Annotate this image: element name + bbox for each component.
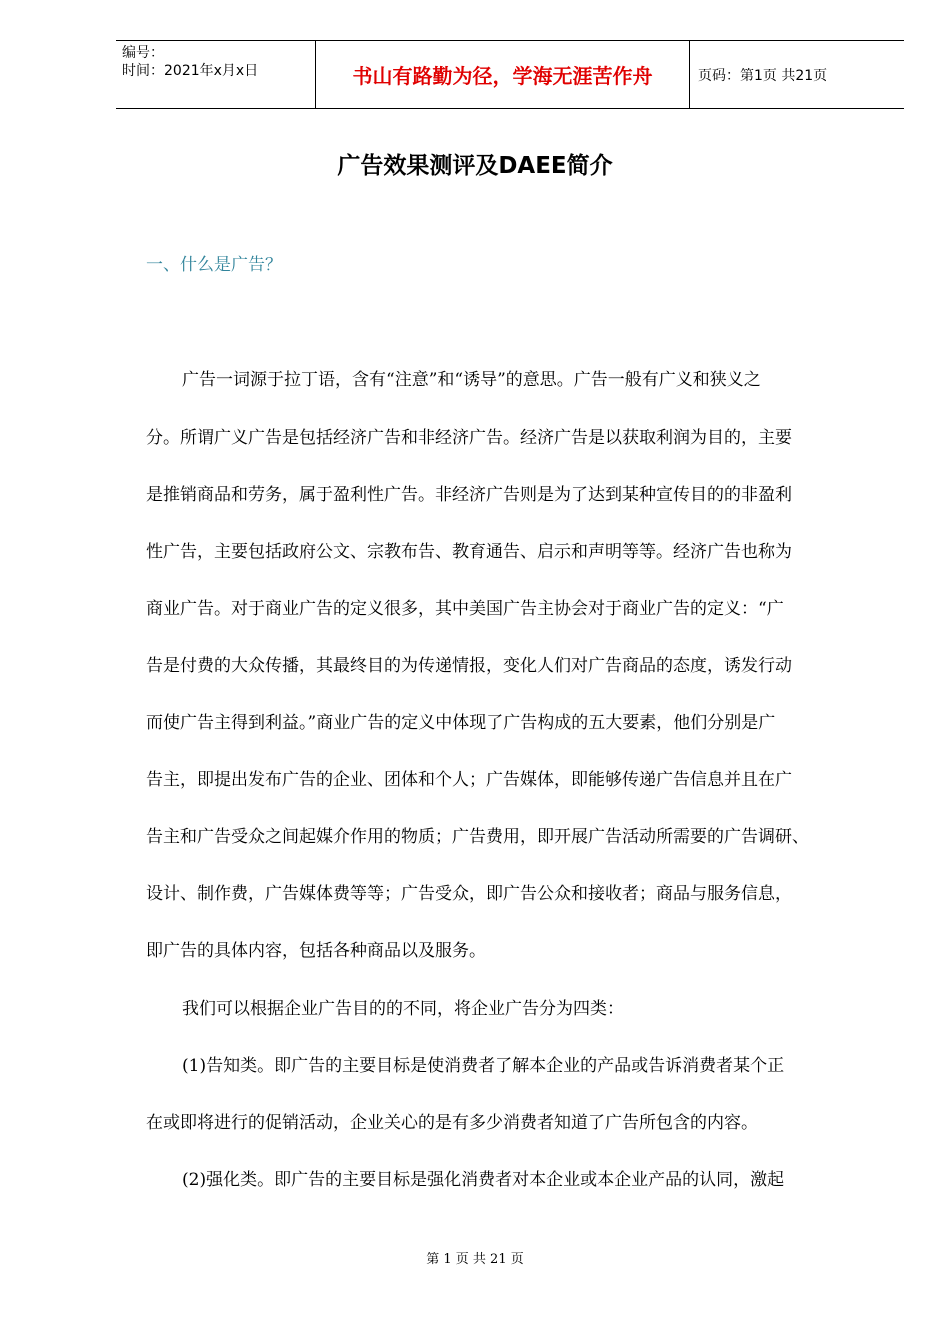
body-line: 告主，即提出发布广告的企业、团体和个人；广告媒体，即能够传递广告信息并且在广 xyxy=(146,770,792,790)
body-line: 而使广告主得到利益。”商业广告的定义中体现了广告构成的五大要素，他们分别是广 xyxy=(146,713,776,733)
body-line: 性广告，主要包括政府公文、宗教布告、教育通告、启示和声明等等。经济广告也称为 xyxy=(146,542,792,562)
header-motto: 书山有路勤为径，学海无涯苦作舟 xyxy=(316,41,690,108)
body-line: 告主和广告受众之间起媒介作用的物质；广告费用，即开展广告活动所需要的广告调研、 xyxy=(146,827,809,847)
header-meta xyxy=(116,41,316,108)
page-header xyxy=(116,40,904,109)
document-title: 广告效果测评及DAEE简介 xyxy=(337,153,613,179)
body-line: (2)强化类。即广告的主要目标是强化消费者对本企业或本企业产品的认同，激起 xyxy=(182,1170,785,1190)
body-line: 商业广告。对于商业广告的定义很多，其中美国广告主协会对于商业广告的定义：“广 xyxy=(146,599,784,619)
serial-label: 编号： xyxy=(122,45,164,61)
time-label: 时间：2021年x月x日 xyxy=(122,63,259,79)
body-line: 分。所谓广义广告是包括经济广告和非经济广告。经济广告是以获取利润为目的，主要 xyxy=(146,428,792,448)
page-footer: 第 1 页 共 21 页 xyxy=(426,1252,524,1267)
body-line: 即广告的具体内容，包括各种商品以及服务。 xyxy=(146,941,486,961)
section-heading: 一、什么是广告？ xyxy=(146,255,282,275)
body-line: 在或即将进行的促销活动，企业关心的是有多少消费者知道了广告所包含的内容。 xyxy=(146,1113,758,1133)
body-line: 我们可以根据企业广告目的的不同，将企业广告分为四类： xyxy=(182,999,624,1019)
body-line: 是推销商品和劳务，属于盈利性广告。非经济广告则是为了达到某种宣传目的的非盈利 xyxy=(146,485,792,505)
body-line: 告是付费的大众传播，其最终目的为传递情报，变化人们对广告商品的态度，诱发行动 xyxy=(146,656,792,676)
header-page-info: 页码：第1页 共21页 xyxy=(698,67,828,84)
body-line: 广告一词源于拉丁语，含有“注意”和“诱导”的意思。广告一般有广义和狭义之 xyxy=(182,370,761,390)
body-line: 设计、制作费，广告媒体费等等；广告受众，即广告公众和接收者；商品与服务信息， xyxy=(146,884,792,904)
body-line: (1)告知类。即广告的主要目标是使消费者了解本企业的产品或告诉消费者某个正 xyxy=(182,1056,785,1076)
